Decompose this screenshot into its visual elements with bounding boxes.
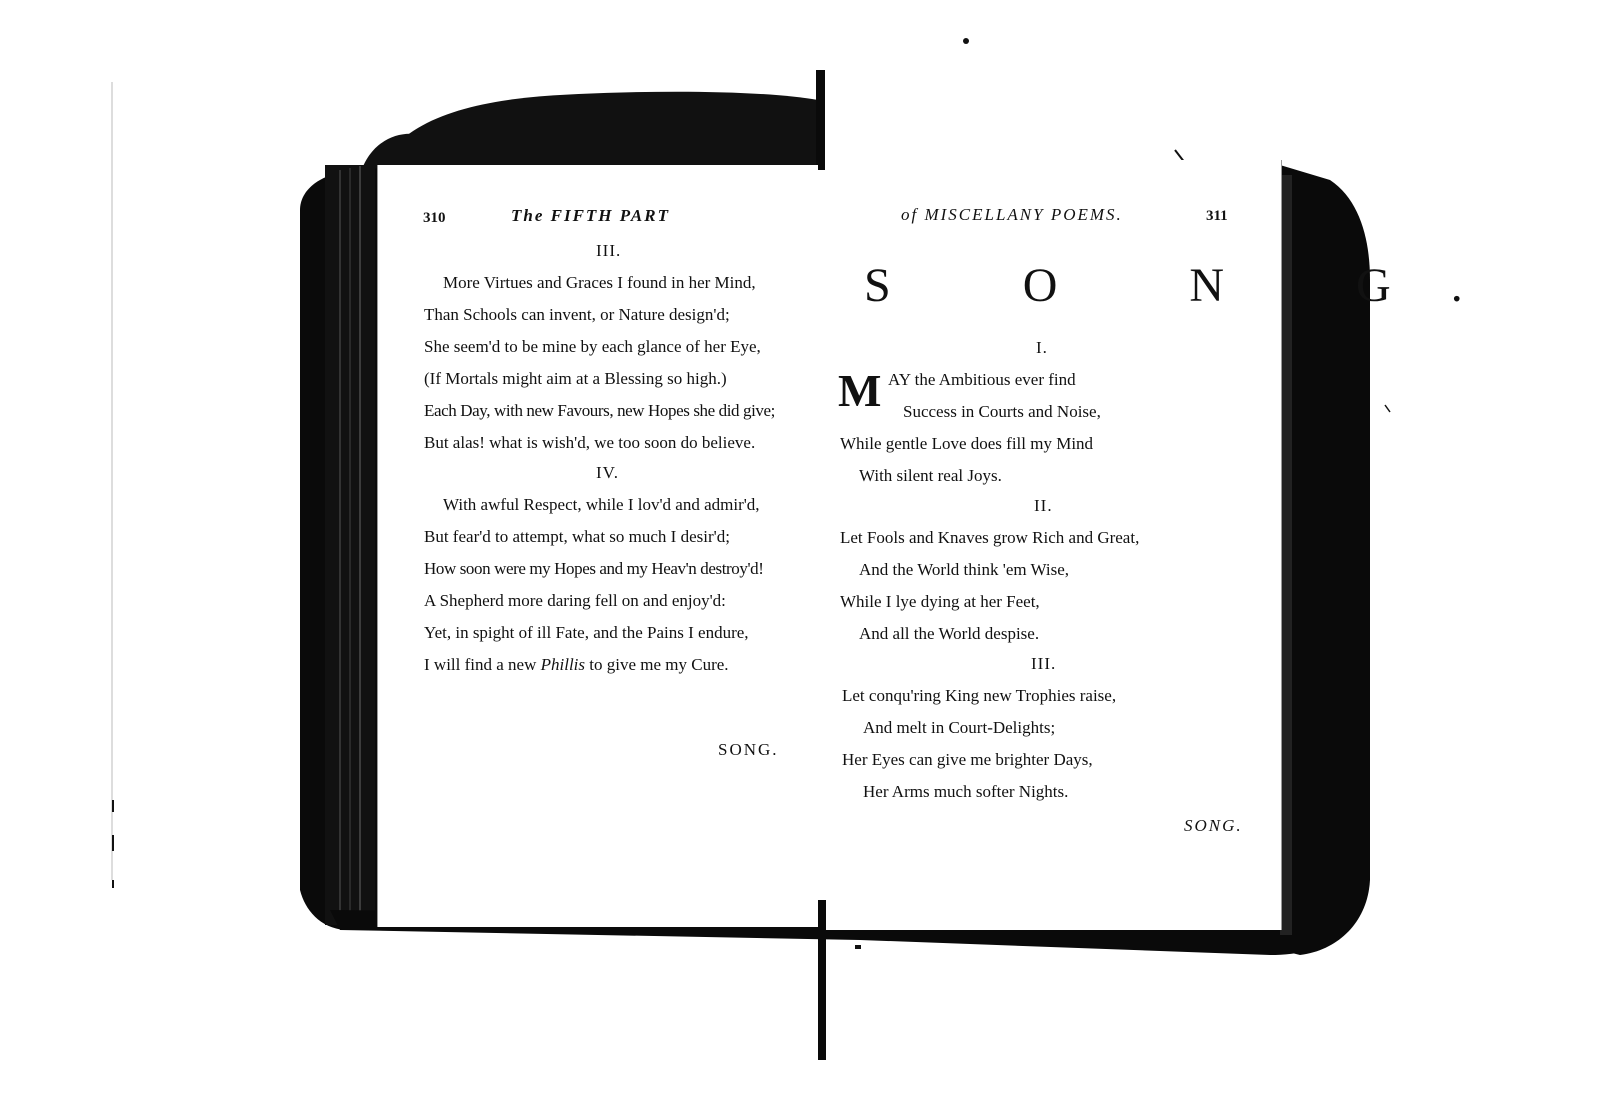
verse-line: And the World think 'em Wise, <box>859 560 1070 579</box>
verse-line: And melt in Court-Delights; <box>863 718 1056 737</box>
left-page <box>377 165 818 927</box>
verse-line: (If Mortals might aim at a Blessing so high.) <box>424 369 727 388</box>
catchword: SONG. <box>1184 816 1243 835</box>
verse-line: Each Day, with new Favours, new Hopes she did give; <box>424 401 776 420</box>
verse-line: Let Fools and Knaves grow Rich and Great, <box>840 528 1140 547</box>
verse-line: While gentle Love does fill my Mind <box>840 434 1094 453</box>
song-title: S O N G. <box>864 259 1523 312</box>
verse-line: But fear'd to attempt, what so much I desir'd; <box>424 527 730 546</box>
stanza-numeral: II. <box>1034 496 1053 515</box>
right-page <box>826 160 1523 930</box>
verse-line: More Virtues and Graces I found in her Mind, <box>443 273 756 292</box>
drop-cap: M <box>838 365 882 416</box>
verse-line: While I lye dying at her Feet, <box>840 592 1040 611</box>
stanza-numeral: III. <box>596 241 622 260</box>
verse-line: With silent real Joys. <box>859 466 1002 485</box>
verse-line: With awful Respect, while I lov'd and admir'd, <box>443 495 760 514</box>
catchword: SONG. <box>718 740 779 759</box>
verse-line: AY the Ambitious ever find <box>888 370 1076 389</box>
stanza-numeral: III. <box>1031 654 1057 673</box>
verse-line: Success in Courts and Noise, <box>903 402 1101 421</box>
verse-line: She seem'd to be mine by each glance of her Eye, <box>424 337 761 356</box>
verse-line: But alas! what is wish'd, we too soon do believe. <box>424 433 756 452</box>
verse-line: And all the World despise. <box>859 624 1040 643</box>
verse-line: How soon were my Hopes and my Heav'n destroy'd! <box>424 559 764 578</box>
name-italic: Phillis <box>540 655 586 674</box>
verse-text: I will find a new <box>424 655 537 674</box>
page-number: 310 <box>423 210 446 226</box>
page-number: 311 <box>1206 208 1228 224</box>
stanza-numeral: I. <box>1036 338 1048 357</box>
running-head: of MISCELLANY POEMS. <box>901 205 1123 224</box>
stanza-numeral: IV. <box>596 463 619 482</box>
running-head: The FIFTH PART <box>511 206 670 225</box>
verse-line: Her Arms much softer Nights. <box>863 782 1069 801</box>
verse-line: Than Schools can invent, or Nature design'd; <box>424 305 730 324</box>
verse-line: A Shepherd more daring fell on and enjoy'd: <box>424 591 726 610</box>
verse-line: Let conqu'ring King new Trophies raise, <box>842 686 1117 705</box>
verse-line: Yet, in spight of ill Fate, and the Pains I endure, <box>424 623 749 642</box>
verse-text: to give me my Cure. <box>585 655 729 674</box>
verse-line-last <box>424 655 729 675</box>
verse-line: Her Eyes can give me brighter Days, <box>842 750 1093 769</box>
